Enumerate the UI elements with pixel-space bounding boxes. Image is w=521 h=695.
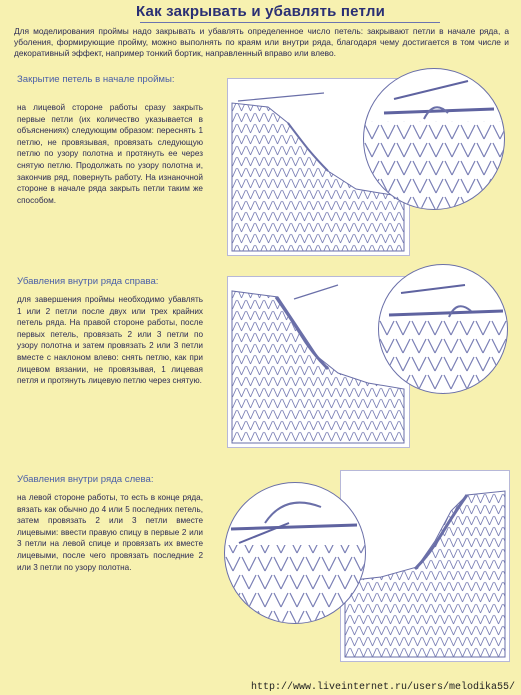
section-3-title: Убавления внутри ряда слева: <box>17 474 154 485</box>
source-url[interactable]: http://www.liveinternet.ru/users/melodika55/ <box>250 682 515 693</box>
section-1-text: на лицевой стороне работы сразу закрыть первые петли (их количество указывается в объяснениях) следующим образом: переснять 1 петлю, не провязывая, провязать следующую петлю по узору полотна и протянуть ее через снятую петлю. Продолжать по узору полотна и, закончив ряд, повернуть работу. На изнаночной стороне в начале ряда закрыть петли таким же способом. <box>17 103 203 205</box>
illustration-left-decrease-zoom <box>224 482 366 624</box>
illustration-right-decrease-zoom <box>378 264 508 394</box>
title-underline <box>140 22 440 23</box>
section-3-text: на левой стороне работы, то есть в конце ряда, вязать как обычно до 4 или 5 последних петель, затем провязать 2 или 3 петли вместе лицевыми: ввести правую спицу в первые 2 или 3 петли на левой спице и провязать их вместе лицевыми, после чего провязать последние 2 или 3 петли по узору полотна. <box>17 493 203 572</box>
section-2-title: Убавления внутри ряда справа: <box>17 276 159 287</box>
illustration-bind-off-zoom <box>363 68 505 210</box>
section-2-text: для завершения проймы необходимо убавлять 1 или 2 петли после двух или трех крайних петель ряда. На правой стороне работы, после первых петель, провязать 2 или 3 петли по узору полотна и затем провязать 2 или 3 петли вместе с наклоном влево: снять петлю, как при лицевом вязании, не провязывая, 1 лицевая петля и протянуть лицевую петлю через снятую. <box>17 295 203 386</box>
illustration-left-decrease <box>340 470 510 662</box>
section-1-title: Закрытие петель в начале проймы: <box>17 74 175 85</box>
page-title: Как закрывать и убавлять петли <box>135 3 386 20</box>
intro-paragraph: Для моделирования проймы надо закрывать и убавлять определенное число петель: закрывают петли в начале ряда, а уболения, формирующие пройму, можно выполнять по краям или внутри ряда, благодаря чему достигается в том числе и декоративный эффект, например тонкий бортик, направленный вправо или влево. <box>14 26 509 58</box>
